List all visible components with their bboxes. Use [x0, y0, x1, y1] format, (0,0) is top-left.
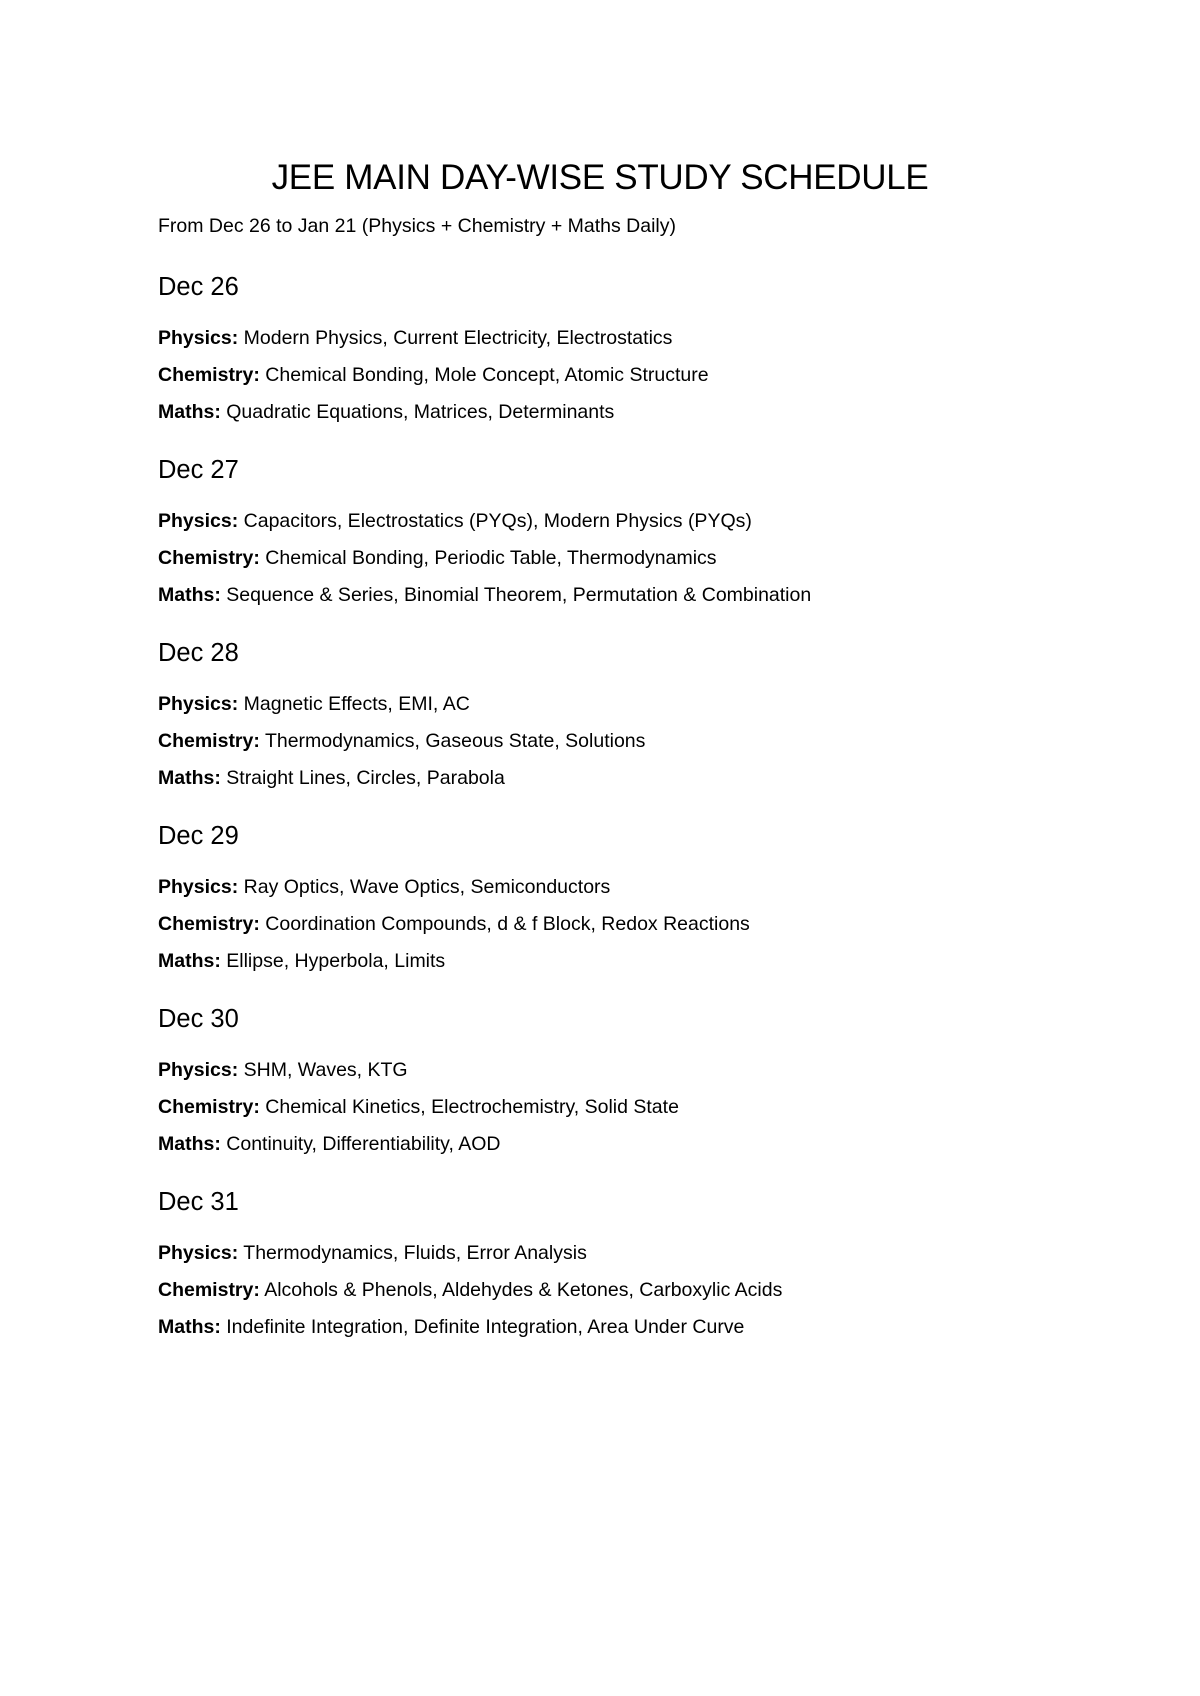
chemistry-label: Chemistry:: [158, 364, 260, 386]
physics-topics: Ray Optics, Wave Optics, Semiconductors: [243, 876, 611, 898]
maths-label: Maths:: [158, 1133, 221, 1155]
chemistry-label: Chemistry:: [158, 547, 260, 569]
day-heading: Dec 29: [158, 822, 239, 850]
physics-line: [158, 1241, 587, 1265]
day-heading: Dec 26: [158, 273, 239, 301]
day-section-dec-27: [158, 455, 1118, 606]
physics-topics: Capacitors, Electrostatics (PYQs), Modern Physics (PYQs): [243, 510, 752, 532]
day-section-dec-28: [158, 638, 1118, 789]
maths-topics: Continuity, Differentiability, AOD: [226, 1133, 501, 1155]
maths-line: [158, 766, 505, 790]
physics-topics: Thermodynamics, Fluids, Error Analysis: [243, 1242, 587, 1264]
chemistry-label: Chemistry:: [158, 1096, 260, 1118]
day-heading: Dec 31: [158, 1188, 239, 1216]
maths-topics: Quadratic Equations, Matrices, Determinants: [226, 401, 615, 423]
chemistry-topics: Thermodynamics, Gaseous State, Solutions: [264, 730, 646, 752]
maths-topics: Ellipse, Hyperbola, Limits: [226, 950, 446, 972]
physics-label: Physics:: [158, 510, 239, 532]
page-title: JEE MAIN DAY-WISE STUDY SCHEDULE: [271, 158, 929, 197]
chemistry-topics: Alcohols & Phenols, Aldehydes & Ketones, Carboxylic Acids: [264, 1279, 783, 1301]
chemistry-topics: Chemical Bonding, Periodic Table, Thermodynamics: [265, 547, 717, 569]
physics-line: [158, 509, 752, 533]
maths-label: Maths:: [158, 1316, 221, 1338]
chemistry-label: Chemistry:: [158, 1279, 260, 1301]
maths-label: Maths:: [158, 767, 221, 789]
maths-line: [158, 1315, 744, 1339]
maths-topics: Sequence & Series, Binomial Theorem, Permutation & Combination: [226, 584, 812, 606]
day-section-dec-31: [158, 1187, 1118, 1338]
day-heading: Dec 30: [158, 1005, 239, 1033]
physics-topics: SHM, Waves, KTG: [243, 1059, 408, 1081]
maths-line: [158, 949, 445, 973]
chemistry-line: [158, 1278, 782, 1302]
page-subtitle: From Dec 26 to Jan 21 (Physics + Chemistry + Maths Daily): [158, 215, 676, 237]
day-heading: Dec 28: [158, 639, 239, 667]
physics-line: [158, 692, 470, 716]
physics-line: [158, 326, 672, 350]
maths-line: [158, 1132, 500, 1156]
physics-label: Physics:: [158, 327, 239, 349]
chemistry-label: Chemistry:: [158, 913, 260, 935]
day-section-dec-30: [158, 1004, 1118, 1155]
chemistry-topics: Chemical Kinetics, Electrochemistry, Solid State: [265, 1096, 679, 1118]
maths-label: Maths:: [158, 584, 221, 606]
chemistry-line: [158, 912, 750, 936]
physics-topics: Magnetic Effects, EMI, AC: [243, 693, 470, 715]
physics-topics: Modern Physics, Current Electricity, Electrostatics: [243, 327, 673, 349]
chemistry-topics: Coordination Compounds, d & f Block, Redox Reactions: [265, 913, 750, 935]
day-section-dec-26: [158, 272, 1118, 423]
chemistry-label: Chemistry:: [158, 730, 260, 752]
physics-label: Physics:: [158, 876, 239, 898]
maths-label: Maths:: [158, 401, 221, 423]
day-section-dec-29: [158, 821, 1118, 972]
chemistry-line: [158, 729, 645, 753]
chemistry-line: [158, 546, 717, 570]
maths-topics: Indefinite Integration, Definite Integration, Area Under Curve: [226, 1316, 745, 1338]
physics-label: Physics:: [158, 693, 239, 715]
maths-label: Maths:: [158, 950, 221, 972]
physics-line: [158, 1058, 408, 1082]
chemistry-line: [158, 363, 709, 387]
chemistry-topics: Chemical Bonding, Mole Concept, Atomic Structure: [265, 364, 709, 386]
maths-line: [158, 583, 811, 607]
physics-line: [158, 875, 610, 899]
maths-topics: Straight Lines, Circles, Parabola: [226, 767, 505, 789]
physics-label: Physics:: [158, 1242, 239, 1264]
maths-line: [158, 400, 614, 424]
day-heading: Dec 27: [158, 456, 239, 484]
chemistry-line: [158, 1095, 679, 1119]
physics-label: Physics:: [158, 1059, 239, 1081]
